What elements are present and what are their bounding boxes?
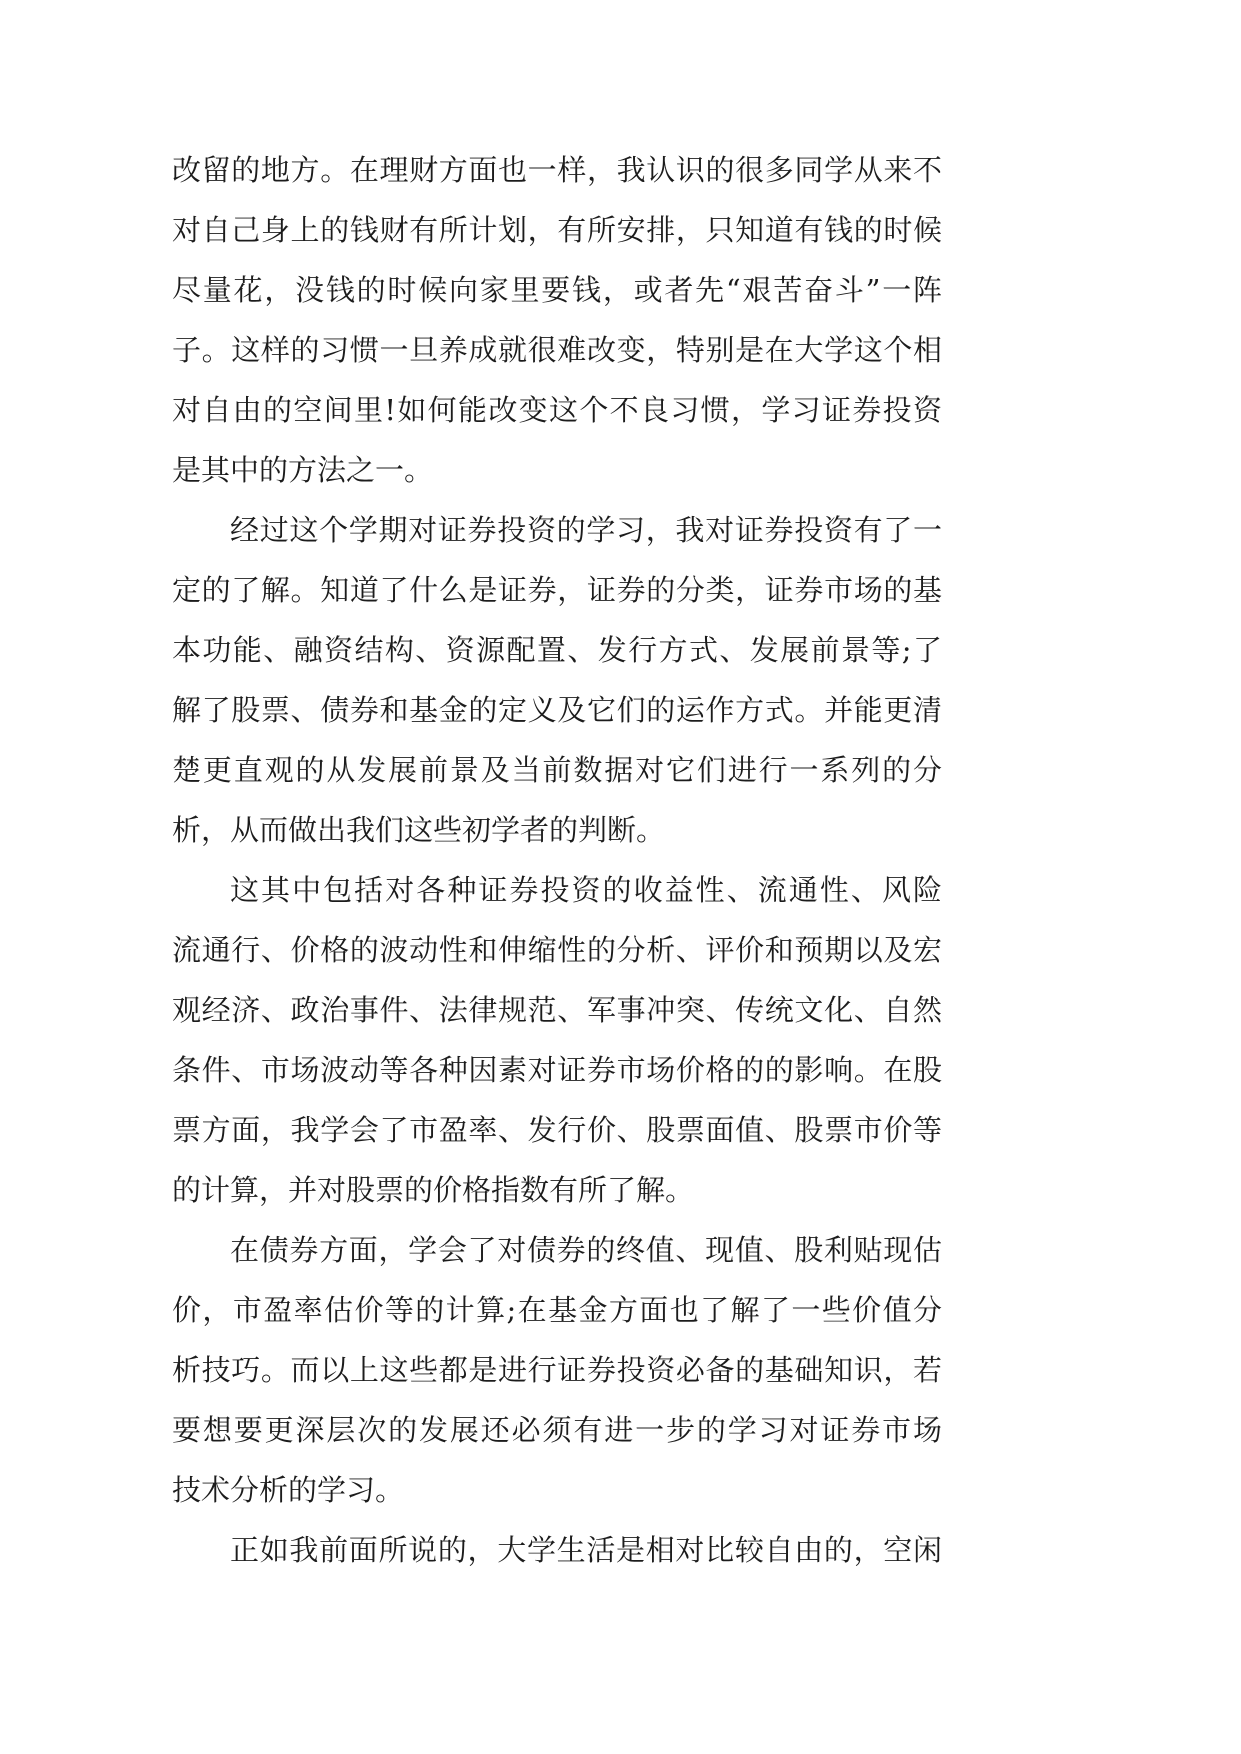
text-line: 析，从而做出我们这些初学者的判断。 <box>172 813 666 847</box>
text-line: 尽量花，没钱的时候向家里要钱，或者先“艰苦奋斗”一阵 <box>172 273 942 307</box>
text-line: 流通行、价格的波动性和伸缩性的分析、评价和预期以及宏 <box>172 933 942 967</box>
text-line: 的计算，并对股票的价格指数有所了解。 <box>172 1173 695 1207</box>
text-line: 这其中包括对各种证券投资的收益性、流通性、风险 <box>230 873 942 907</box>
text-line: 对自由的空间里!如何能改变这个不良习惯，学习证券投资 <box>172 393 942 427</box>
paragraph-4 <box>172 1220 942 1520</box>
text-line: 经过这个学期对证券投资的学习，我对证券投资有了一 <box>230 513 942 547</box>
text-line: 定的了解。知道了什么是证券，证券的分类，证券市场的基 <box>172 573 942 607</box>
text-line: 技术分析的学习。 <box>172 1473 405 1507</box>
text-line: 析技巧。而以上这些都是进行证券投资必备的基础知识，若 <box>172 1353 942 1387</box>
text-line: 正如我前面所说的，大学生活是相对比较自由的，空闲 <box>230 1533 942 1567</box>
body-text <box>172 140 942 1580</box>
text-line: 要想要更深层次的发展还必须有进一步的学习对证券市场 <box>172 1413 942 1447</box>
text-line: 在债券方面，学会了对债券的终值、现值、股利贴现估 <box>230 1233 942 1267</box>
text-line: 票方面，我学会了市盈率、发行价、股票面值、股票市价等 <box>172 1113 942 1147</box>
text-line: 条件、市场波动等各种因素对证券市场价格的的影响。在股 <box>172 1053 942 1087</box>
paragraph-1 <box>172 140 942 500</box>
text-line: 对自己身上的钱财有所计划，有所安排，只知道有钱的时候 <box>172 213 942 247</box>
text-line: 是其中的方法之一。 <box>172 453 434 487</box>
paragraph-5 <box>172 1520 942 1580</box>
text-line: 解了股票、债券和基金的定义及它们的运作方式。并能更清 <box>172 693 942 727</box>
text-line: 价，市盈率估价等的计算;在基金方面也了解了一些价值分 <box>172 1293 942 1327</box>
paragraph-2 <box>172 500 942 860</box>
text-line: 子。这样的习惯一旦养成就很难改变，特别是在大学这个相 <box>172 333 942 367</box>
text-line: 观经济、政治事件、法律规范、军事冲突、传统文化、自然 <box>172 993 942 1027</box>
paragraph-3 <box>172 860 942 1220</box>
text-line: 楚更直观的从发展前景及当前数据对它们进行一系列的分 <box>172 753 942 787</box>
text-line: 本功能、融资结构、资源配置、发行方式、发展前景等;了 <box>172 633 942 667</box>
text-line: 改留的地方。在理财方面也一样，我认识的很多同学从来不 <box>172 153 942 187</box>
